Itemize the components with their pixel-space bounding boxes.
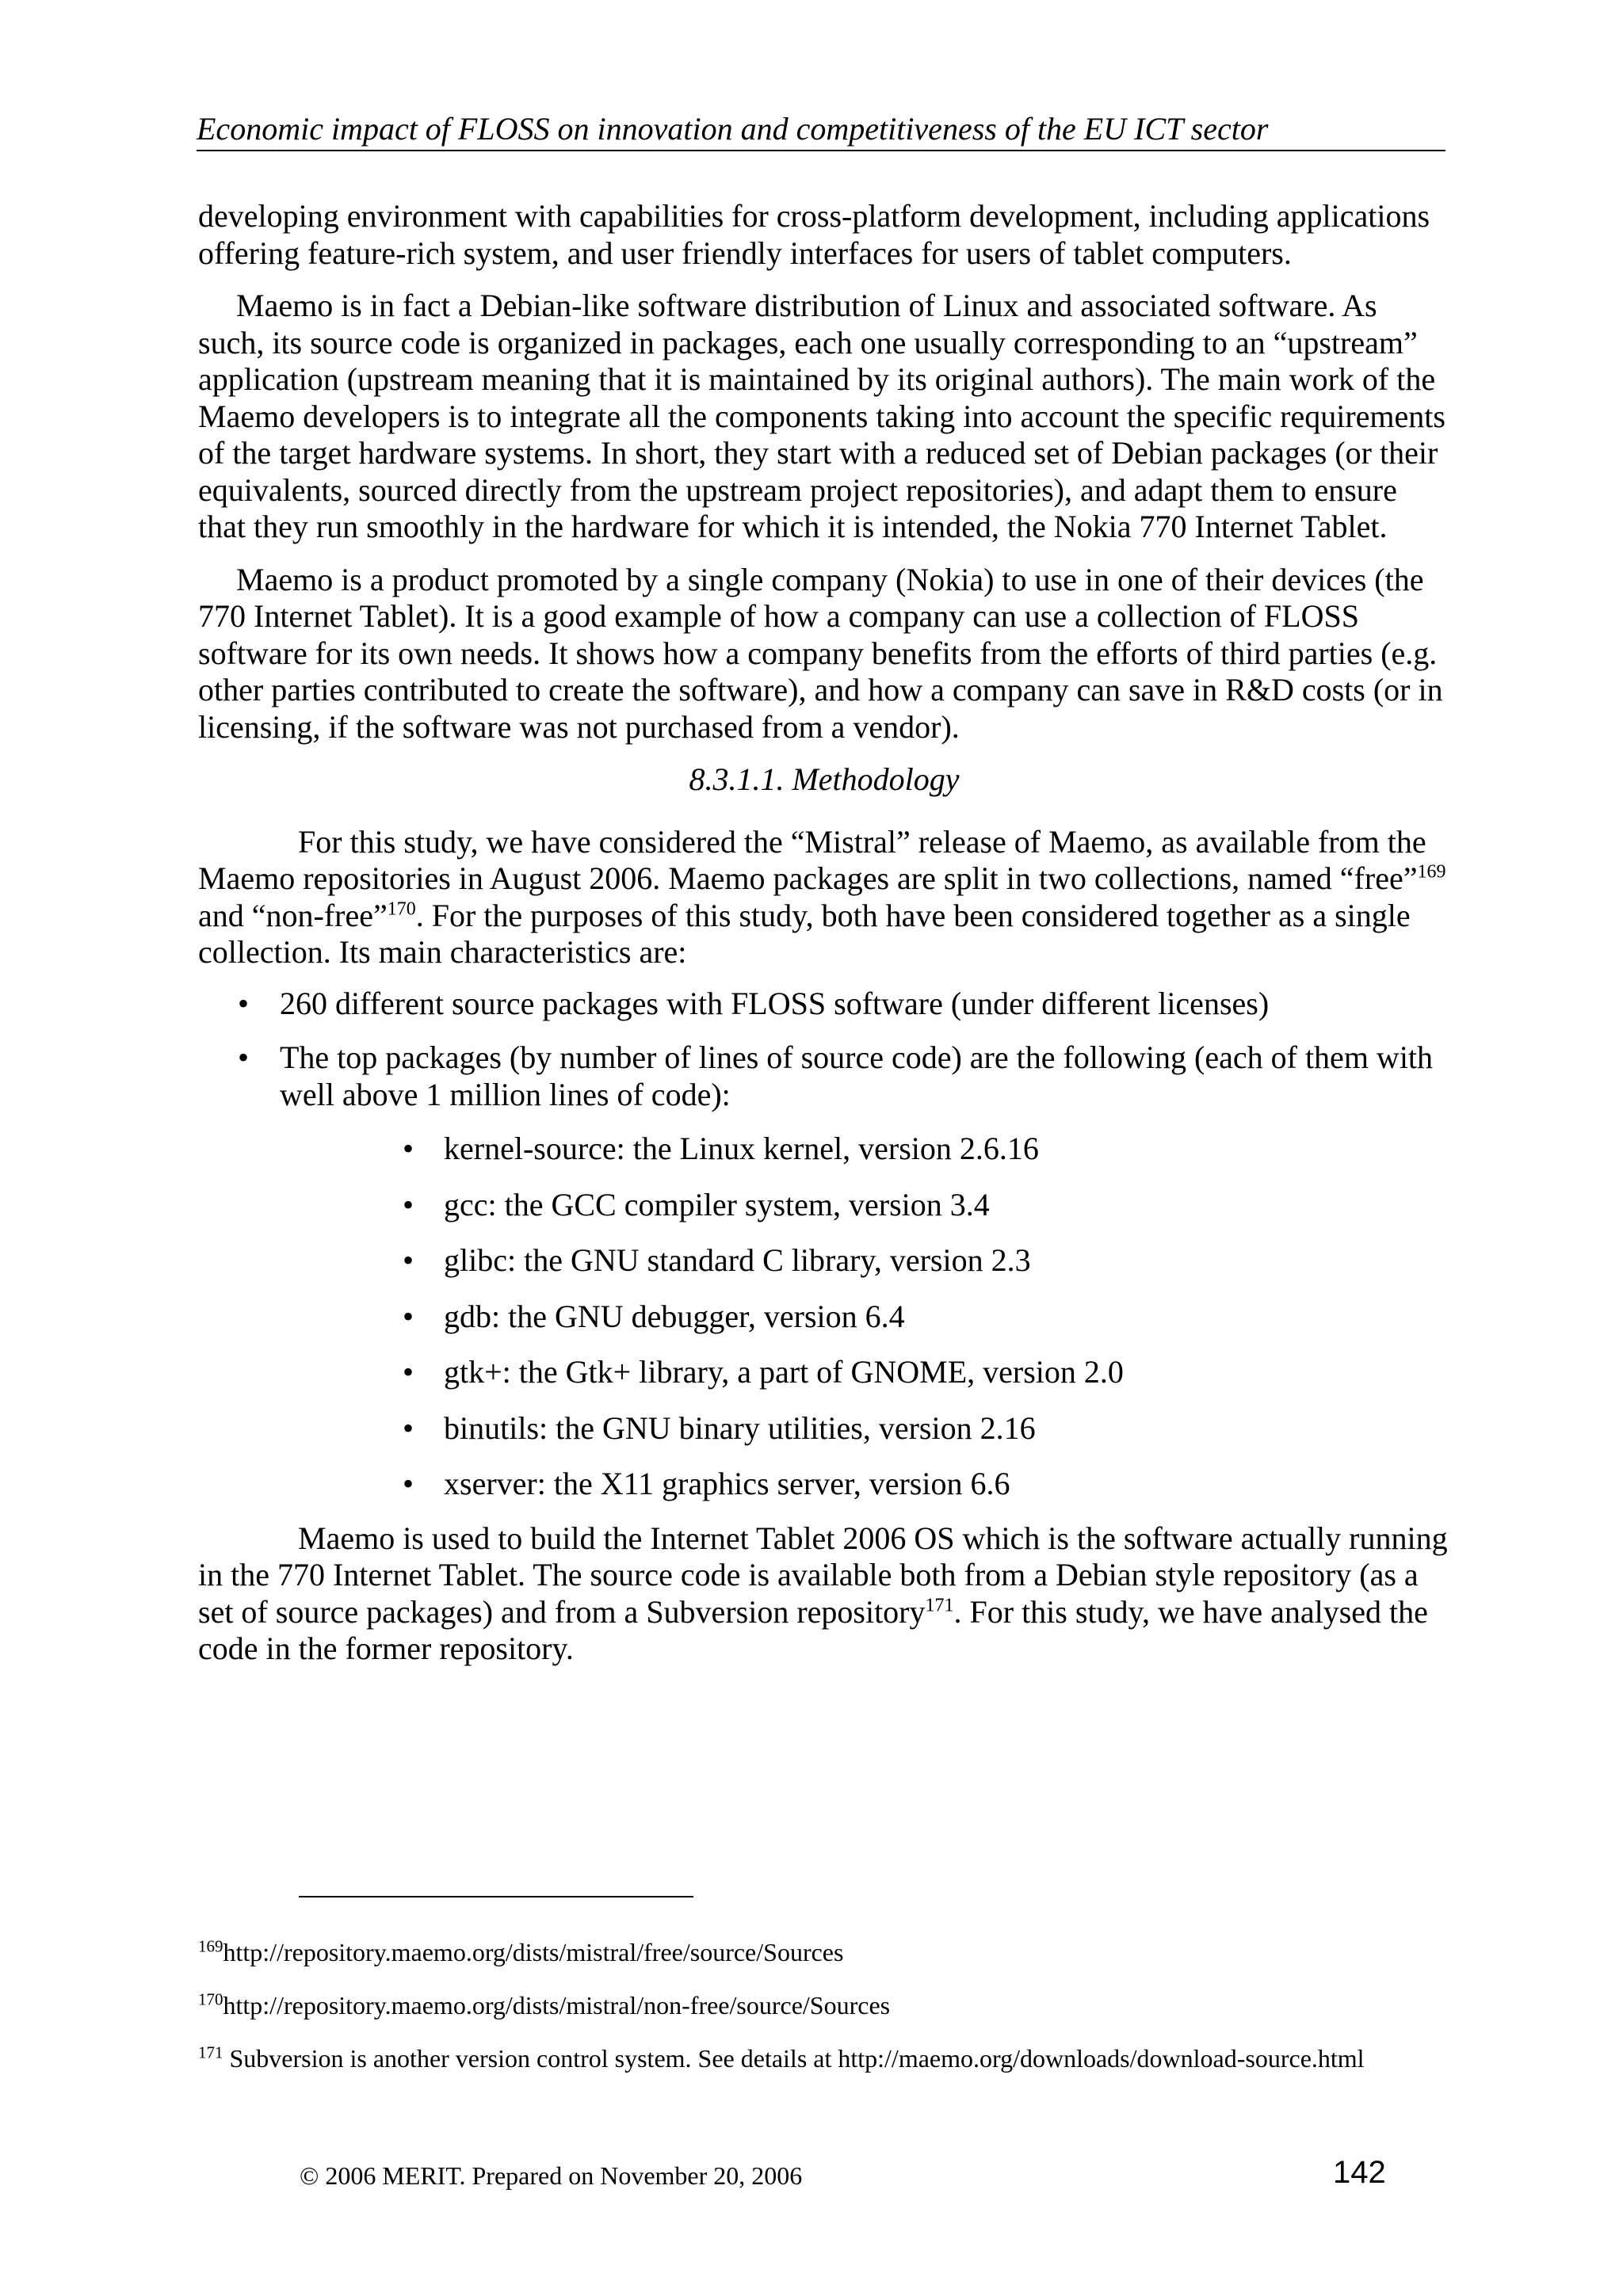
sub-list-item-text: gdb: the GNU debugger, version 6.4 — [444, 1298, 905, 1334]
footnote-text: http://repository.maemo.org/dists/mistral/non-free/source/Sources — [223, 1991, 891, 2019]
sub-list-item-text: gcc: the GCC compiler system, version 3.4 — [444, 1186, 990, 1222]
sub-list-item-text: xserver: the X11 graphics server, version 6.6 — [444, 1466, 1010, 1501]
paragraph-5-text-2: . For this study, we have analysed the code in the former repository. — [198, 1593, 1428, 1666]
footnote-ref-170: 170 — [387, 898, 416, 920]
sub-list-item — [280, 1187, 1450, 1224]
paragraph-4-text-1: For this study, we have considered the “Mistral” release of Maemo, as available from the Maemo repositories in August 2006. Maemo packages are split in two collections, named “free” — [198, 823, 1426, 896]
section-heading: 8.3.1.1. Methodology — [689, 761, 960, 797]
paragraph-4 — [198, 824, 1450, 971]
sub-list-item-text: kernel-source: the Linux kernel, version 2.6.16 — [444, 1131, 1039, 1166]
paragraph-5 — [198, 1520, 1450, 1668]
footer-copyright: © 2006 MERIT. Prepared on November 20, 2006 — [300, 2161, 803, 2190]
bullet-marker: • — [403, 1131, 414, 1166]
footnote-text: Subversion is another version control system. See details at http://maemo.org/downloads/download-source.html — [223, 2044, 1365, 2073]
sub-list-item-text: glibc: the GNU standard C library, version 2.3 — [444, 1242, 1031, 1278]
paragraph-1: developing environment with capabilities for cross-platform development, including applications offering feature-rich system, and user friendly interfaces for users of tablet computers. — [198, 198, 1430, 271]
footnote-170 — [198, 1991, 1450, 2020]
sub-list-item — [280, 1466, 1450, 1503]
sub-list-item-text: binutils: the GNU binary utilities, version 2.16 — [444, 1409, 1036, 1446]
footnote-ref-169: 169 — [1417, 861, 1446, 883]
page-number: 142 — [1333, 2155, 1386, 2190]
footnote-number: 170 — [198, 1989, 223, 2009]
sub-list-item — [280, 1242, 1450, 1280]
bullet-list — [198, 986, 1450, 1503]
list-item-text: The top packages (by number of lines of source code) are the following (each of them with well above 1 million lines of code): — [280, 1039, 1434, 1112]
bullet-marker: • — [403, 1298, 414, 1334]
sub-bullet-list — [280, 1131, 1450, 1503]
bullet-marker: • — [403, 1242, 414, 1278]
paragraph-4-text-2: and “non-free” — [198, 897, 388, 933]
sub-list-item — [280, 1354, 1450, 1391]
footnote-171 — [198, 2044, 1450, 2073]
bullet-marker: • — [403, 1409, 414, 1446]
footnote-number: 171 — [198, 2042, 223, 2062]
bullet-marker: • — [403, 1354, 414, 1390]
footnote-number: 169 — [198, 1936, 223, 1956]
sub-list-item-text: gtk+: the Gtk+ library, a part of GNOME, version 2.0 — [444, 1354, 1124, 1390]
paragraph-5-text-1: Maemo is used to build the Internet Tablet 2006 OS which is the software actually running in the 770 Internet Tablet. The source code is available both from a Debian style repository (as a set of source packages) and from a Subversion repository — [198, 1520, 1448, 1630]
running-header: Economic impact of FLOSS on innovation and competitiveness of the EU ICT sector — [197, 111, 1269, 147]
footnote-text: http://repository.maemo.org/dists/mistral/free/source/Sources — [223, 1938, 844, 1966]
body-text — [198, 198, 1450, 1668]
list-item — [198, 1039, 1450, 1503]
bullet-marker: • — [403, 1186, 414, 1222]
footnotes — [198, 1938, 1450, 2097]
sub-list-item — [280, 1299, 1450, 1336]
list-item-text: 260 different source packages with FLOSS software (under different licenses) — [280, 985, 1270, 1021]
header-rule — [197, 150, 1445, 151]
sub-list-item — [280, 1410, 1450, 1447]
list-item — [198, 986, 1450, 1023]
paragraph-4-text-3: . For the purposes of this study, both have been considered together as a single collection. Its main characteristics are: — [198, 897, 1411, 970]
paragraph-3: Maemo is a product promoted by a single company (Nokia) to use in one of their devices (the 770 Internet Tablet). It is a good example of how a company can use a collection of FLOSS software for its own needs. It shows how a company benefits from the efforts of third parties (e.g. other parties contributed to create the software), and how a company can save in R&D costs (or in licensing, if the software was not purchased from a vendor). — [198, 561, 1443, 745]
footnote-169 — [198, 1938, 1450, 1967]
paragraph-2: Maemo is in fact a Debian-like software distribution of Linux and associated software. As such, its source code is organized in packages, each one usually corresponding to an “upstream” application (upstream meaning that it is maintained by its original authors). The main work of the Maemo developers is to integrate all the components taking into account the specific requirements of the target hardware systems. In short, they start with a reduced set of Debian packages (or their equivalents, sourced directly from the upstream project repositories), and adapt them to ensure that they run smoothly in the hardware for which it is intended, the Nokia 770 Internet Tablet. — [198, 288, 1445, 544]
bullet-marker: • — [403, 1466, 414, 1501]
bullet-marker: • — [238, 1039, 250, 1075]
footnote-ref-171: 171 — [925, 1595, 954, 1616]
bullet-marker: • — [238, 985, 250, 1021]
sub-list-item — [280, 1131, 1450, 1168]
footnote-separator — [299, 1896, 693, 1897]
